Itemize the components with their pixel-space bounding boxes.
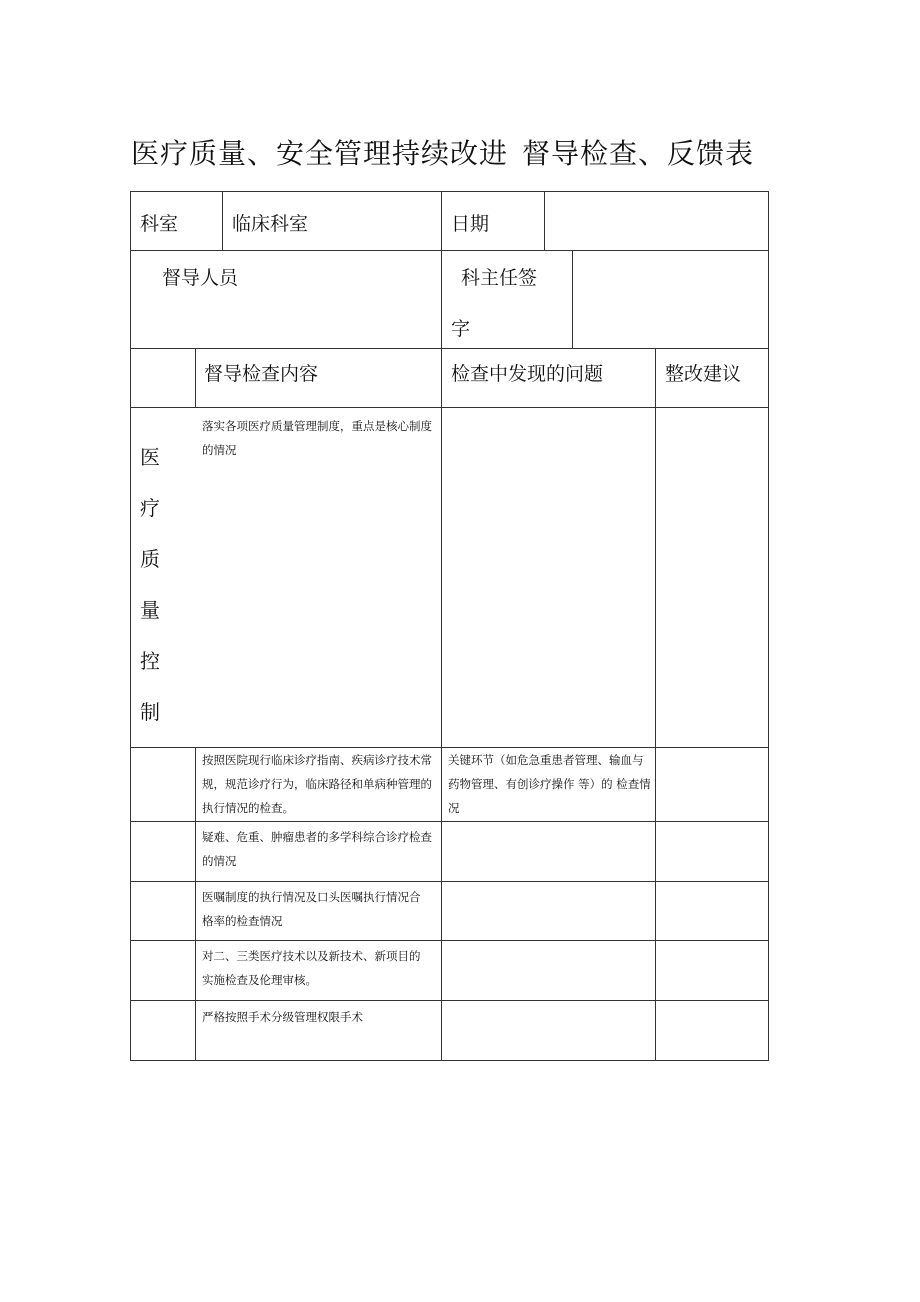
- column-header-suggestions: 整改建议: [665, 363, 742, 385]
- dept-label: 科室: [140, 213, 179, 235]
- section-char: 质: [140, 547, 160, 571]
- supervisor-label: 督导人员: [162, 267, 239, 289]
- grid-line: [195, 747, 196, 1061]
- grid-line: [130, 348, 769, 349]
- row-2-problems: 关键环节（如危急重患者管理、输血与药物管理、有创诊疗操作 等）的 检查情况: [448, 753, 651, 815]
- grid-line: [130, 940, 769, 941]
- section-char: 疗: [140, 496, 160, 520]
- row-6-content: 严格按照手术分级管理权限手术: [202, 1010, 363, 1024]
- grid-line: [441, 348, 442, 1061]
- dept-value: 临床科室: [232, 213, 309, 235]
- row-2-content: 按照医院现行临床诊疗指南、疾病诊疗技术常规，规范诊疗行为，临床路径和单病种管理的执行情况的检查。: [202, 753, 432, 815]
- grid-line: [130, 881, 769, 882]
- date-label: 日期: [451, 213, 490, 235]
- grid-line: [655, 348, 656, 1061]
- column-header-problems: 检查中发现的问题: [451, 363, 604, 385]
- section-char: 医: [140, 445, 160, 469]
- column-header-content: 督导检查内容: [204, 363, 319, 385]
- grid-line: [441, 250, 442, 348]
- section-char: 控: [140, 649, 160, 673]
- grid-line: [222, 191, 223, 250]
- section-label-quality-control: [138, 432, 162, 738]
- grid-line: [130, 250, 769, 251]
- row-3-content: 疑难、危重、肿瘤患者的多学科综合诊疗检查的情况: [202, 830, 432, 868]
- grid-line: [130, 1000, 769, 1001]
- inspection-form-table: [130, 191, 769, 1061]
- row-4-content: 医嘱制度的执行情况及口头医嘱执行情况合格率的检查情况: [202, 890, 421, 928]
- title-part-1: 医疗质量、安全管理持续改进: [131, 137, 509, 170]
- grid-line: [572, 250, 573, 348]
- page-title: [131, 134, 811, 174]
- signature-label-line-1: 科主任签: [461, 267, 538, 289]
- row-1-content: 落实各项医疗质量管理制度，重点是核心制度的情况: [202, 419, 432, 457]
- row-5-content: 对二、三类医疗技术以及新技术、新项目的实施检查及伦理审核。: [202, 949, 421, 987]
- grid-line: [195, 348, 196, 407]
- signature-label-line-2: 字: [451, 318, 471, 340]
- grid-line: [130, 407, 769, 408]
- section-char: 制: [140, 700, 160, 724]
- grid-line: [441, 191, 442, 250]
- grid-line: [130, 821, 769, 822]
- grid-line: [544, 191, 545, 250]
- title-part-2: 督导检查、反馈表: [522, 137, 755, 170]
- section-char: 量: [140, 598, 160, 622]
